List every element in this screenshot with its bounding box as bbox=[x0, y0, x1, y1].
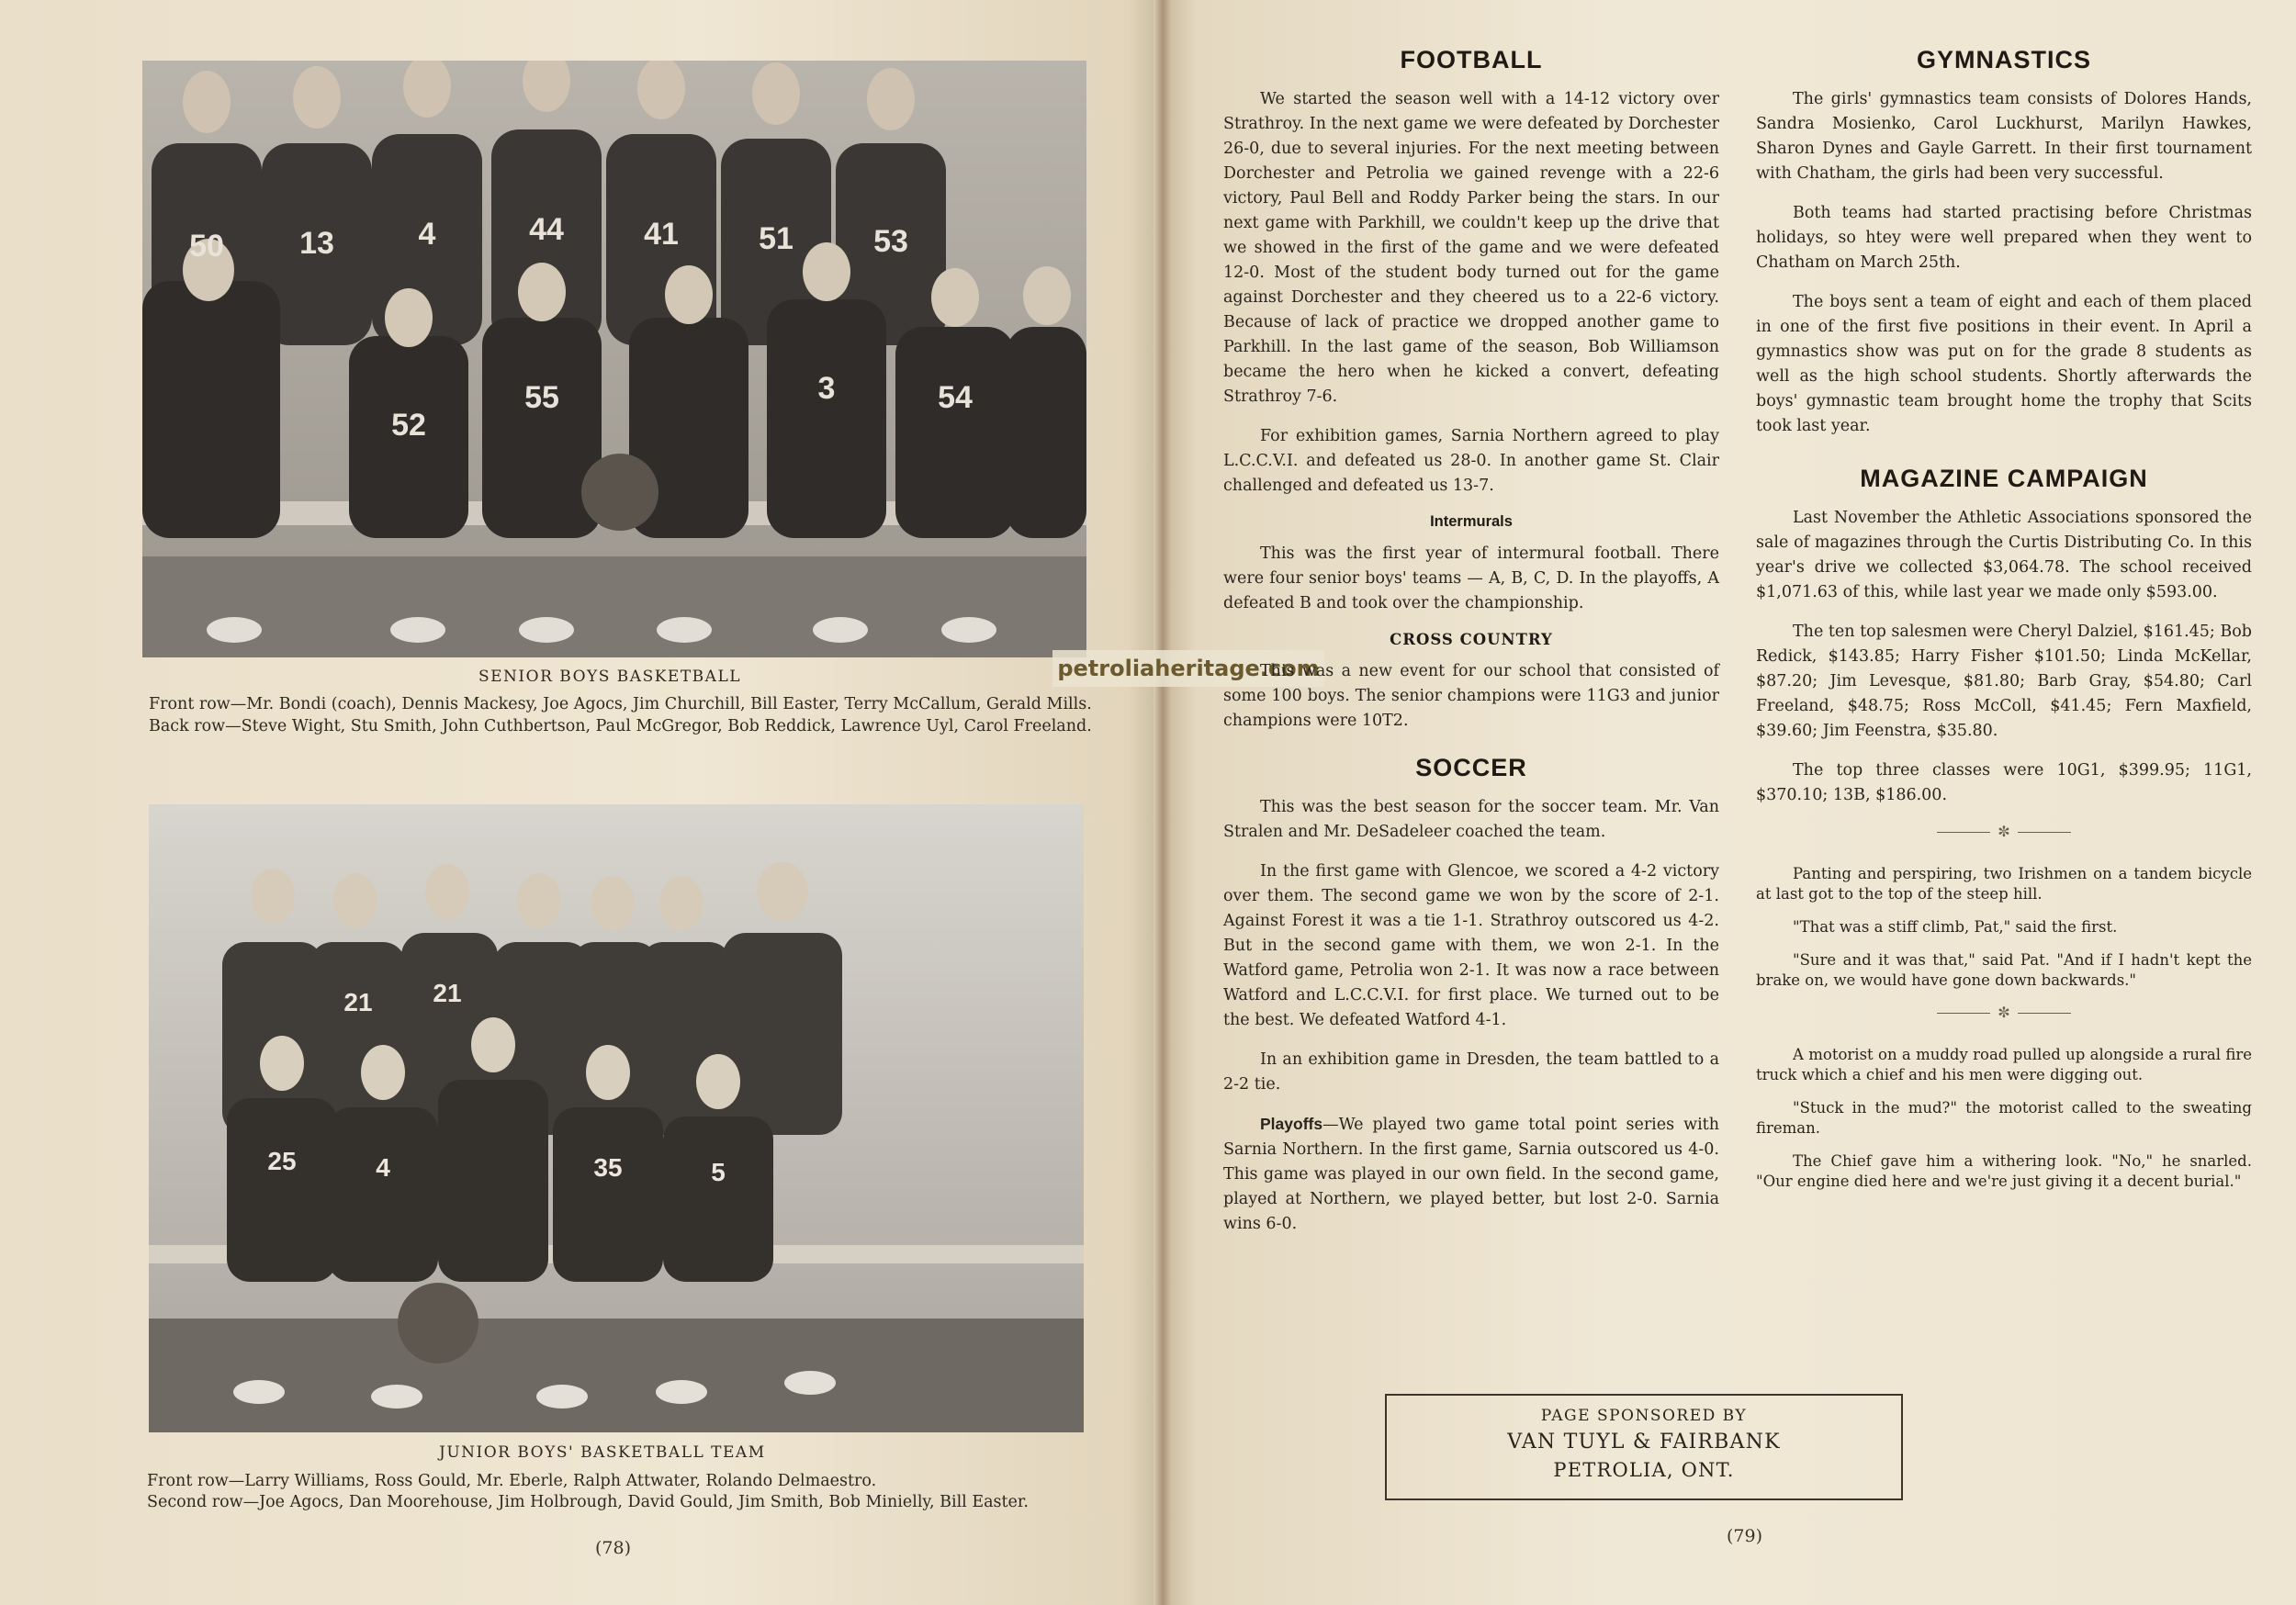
section-divider: ✼ bbox=[1756, 823, 2252, 840]
sponsor-name: VAN TUYL & FAIRBANK bbox=[1507, 1431, 1781, 1453]
right-page-left-column bbox=[1223, 46, 1719, 1251]
football-paragraph: For exhibition games, Sarnia Northern agreed to play L.C.C.V.I. and defeated us 28-0. In another game St. Clair challenged and defeated us 13-7. bbox=[1223, 427, 1719, 495]
magazine-paragraph: Last November the Athletic Associations sponsored the sale of magazines through the Curtis Distributing Co. In this year's drive we collected $3,064.78. The school received $1,071.63 of this, while last year we made only $593.00. bbox=[1756, 509, 2252, 601]
senior-front-row: Front row—Mr. Bondi (coach), Dennis Mackesy, Joe Agocs, Jim Churchill, Bill Easter, Terry McCallum, Gerald Mills. bbox=[149, 695, 1092, 713]
joke-line: Panting and perspiring, two Irishmen on a tandem bicycle at last got to the top of the steep hill. bbox=[1756, 865, 2252, 903]
page-number-left: (78) bbox=[595, 1538, 632, 1558]
gymnastics-paragraph: Both teams had started practising before Christmas holidays, so htey were well prepared when they went to Chatham on March 25th. bbox=[1756, 204, 2252, 272]
jersey-number: 4 bbox=[418, 217, 436, 252]
jersey-number: 21 bbox=[433, 979, 462, 1007]
junior-front-row: Front row—Larry Williams, Ross Gould, Mr. Eberle, Ralph Attwater, Rolando Delmaestro. bbox=[147, 1472, 877, 1490]
senior-caption-title: SENIOR BOYS BASKETBALL bbox=[478, 668, 742, 686]
jersey-number: 51 bbox=[759, 221, 793, 256]
soccer-paragraph: In an exhibition game in Dresden, the team battled to a 2-2 tie. bbox=[1223, 1050, 1719, 1094]
jersey-number: 35 bbox=[593, 1153, 623, 1182]
senior-team-photo bbox=[142, 61, 1086, 657]
sponsor-label: PAGE SPONSORED BY bbox=[1540, 1407, 1748, 1425]
gymnastics-paragraph: The girls' gymnastics team consists of Dolores Hands, Sandra Mosienko, Carol Luckhurst, Marilyn Hawkes, Sharon Dynes and Gayle Garrett. In their first tournament with Chatham, the girls had been very successful. bbox=[1756, 90, 2252, 183]
magazine-heading: MAGAZINE CAMPAIGN bbox=[1860, 465, 2148, 492]
joke-line: The Chief gave him a withering look. "No," he snarled. "Our engine died here and we're just giving it a decent burial." bbox=[1756, 1152, 2252, 1190]
sponsor-location: PETROLIA, ONT. bbox=[1553, 1459, 1735, 1481]
gymnastics-heading: GYMNASTICS bbox=[1916, 46, 2091, 73]
jersey-number: 21 bbox=[343, 988, 373, 1016]
magazine-paragraph: The ten top salesmen were Cheryl Dalziel, $161.45; Bob Redick, $143.85; Harry Fisher $101.50; Linda McKellar, $87.20; Jim Levesque, $81.80; Barb Gray, $54.80; Carl Freeland, $48.75; Ross McColl, $41.45; Fern Maxfield, $39.60; Jim Feenstra, $35.80. bbox=[1756, 623, 2252, 740]
soccer-heading: SOCCER bbox=[1415, 754, 1527, 781]
magazine-paragraph: The top three classes were 10G1, $399.95; 11G1, $370.10; 13B, $186.00. bbox=[1756, 761, 2252, 804]
jersey-number: 44 bbox=[529, 212, 564, 247]
section-divider: ✼ bbox=[1756, 1004, 2252, 1021]
page-number-right: (79) bbox=[1727, 1526, 1763, 1546]
jersey-number: 3 bbox=[817, 371, 836, 406]
jersey-number: 55 bbox=[524, 380, 559, 415]
playoffs-label: Playoffs bbox=[1260, 1115, 1323, 1133]
sponsor-box bbox=[1385, 1394, 1903, 1500]
joke-line: "Sure and it was that," said Pat. "And if I hadn't kept the brake on, we would have gone down backwards." bbox=[1756, 951, 2252, 989]
senior-back-row: Back row—Steve Wight, Stu Smith, John Cuthbertson, Paul McGregor, Bob Reddick, Lawrence Uyl, Carol Freeland. bbox=[149, 717, 1092, 735]
jersey-number: 25 bbox=[267, 1147, 297, 1175]
basketball bbox=[398, 1283, 478, 1364]
joke-line: "That was a stiff climb, Pat," said the first. bbox=[1793, 918, 2118, 936]
jersey-number: 52 bbox=[391, 408, 426, 443]
playoffs-text: —We played two game total point series with Sarnia Northern. In the first game, Sarnia outscored us 4-0. This game was played in our own field. In the second game, played at Northern, we played better, but lost 2-0. Sarnia wins 6-0. bbox=[1223, 1116, 1719, 1233]
joke-line: "Stuck in the mud?" the motorist called to the sweating fireman. bbox=[1756, 1099, 2252, 1137]
jersey-number: 13 bbox=[299, 226, 334, 261]
football-paragraph: We started the season well with a 14-12 victory over Strathroy. In the next game we were defeated by Dorchester 26-0, due to several injuries. For the next meeting between Dorchester and Petrolia we gained revenge with a 22-6 victory, Paul Bell and Roddy Parker being the stars. In our next game with Parkhill, we couldn't keep up the drive that we showed in the first of the game and we were defeated 12-0. Most of the student body turned out for the game against Dorchester and they cheered us to a 22-6 victory. Because of lack of practice we dropped another game to Parkhill. In the last game of the season, Bob Williamson became the hero when he kicked a convert, defeating Strathroy 7-6. bbox=[1223, 90, 1719, 406]
basketball bbox=[581, 454, 658, 531]
gymnastics-paragraph: The boys sent a team of eight and each of them placed in one of the first five positions in their event. In April a gymnastics show was put on for the grade 8 students as well as the high school students. Shortly afterwards the boys' gymnastic team brought home the trophy that Scits took last year. bbox=[1756, 293, 2252, 435]
jersey-number: 50 bbox=[189, 229, 224, 264]
book-gutter bbox=[1154, 0, 1172, 1605]
joke-line: A motorist on a muddy road pulled up alongside a rural fire truck which a chief and his men were digging out. bbox=[1756, 1046, 2252, 1083]
football-heading: FOOTBALL bbox=[1400, 46, 1543, 73]
junior-team-photo bbox=[149, 804, 1084, 1432]
jersey-number: 54 bbox=[938, 380, 973, 415]
right-page-right-column bbox=[1756, 46, 2252, 1205]
soccer-paragraph: In the first game with Glencoe, we scored a 4-2 victory over them. The second game we won by the score of 2-1. Against Forest it was a tie 1-1. Strathroy outscored us 4-2. But in the second game with them, we won 2-1. In the Watford game, Petrolia won 2-1. It was now a race between Watford and L.C.C.V.I. for first place. We turned out to be the best. We defeated Watford 4-1. bbox=[1223, 862, 1719, 1029]
jersey-number: 5 bbox=[711, 1158, 726, 1186]
jersey-number: 53 bbox=[873, 224, 908, 259]
jersey-number: 41 bbox=[644, 217, 679, 252]
soccer-paragraph: This was the best season for the soccer team. Mr. Van Stralen and Mr. DeSadeleer coached the team. bbox=[1223, 798, 1719, 841]
junior-second-row: Second row—Joe Agocs, Dan Moorehouse, Jim Holbrough, David Gould, Jim Smith, Bob Minielly, Bill Easter. bbox=[147, 1493, 1029, 1511]
cross-country-heading: CROSS COUNTRY bbox=[1390, 631, 1553, 648]
soccer-playoffs-paragraph bbox=[1223, 1112, 1719, 1237]
cross-country-paragraph: This was a new event for our school that consisted of some 100 boys. The senior champions were 11G3 and junior champions were 10T2. bbox=[1223, 662, 1719, 730]
junior-caption-title: JUNIOR BOYS' BASKETBALL TEAM bbox=[439, 1443, 766, 1462]
intermurals-heading: Intermurals bbox=[1430, 513, 1513, 530]
watermark: petroliaheritage.com bbox=[1052, 650, 1324, 687]
intermurals-paragraph: This was the first year of intermural football. There were four senior boys' teams — A, B, C, D. In the playoffs, A defeated B and took over the championship. bbox=[1223, 544, 1719, 612]
jersey-number: 4 bbox=[376, 1153, 390, 1182]
